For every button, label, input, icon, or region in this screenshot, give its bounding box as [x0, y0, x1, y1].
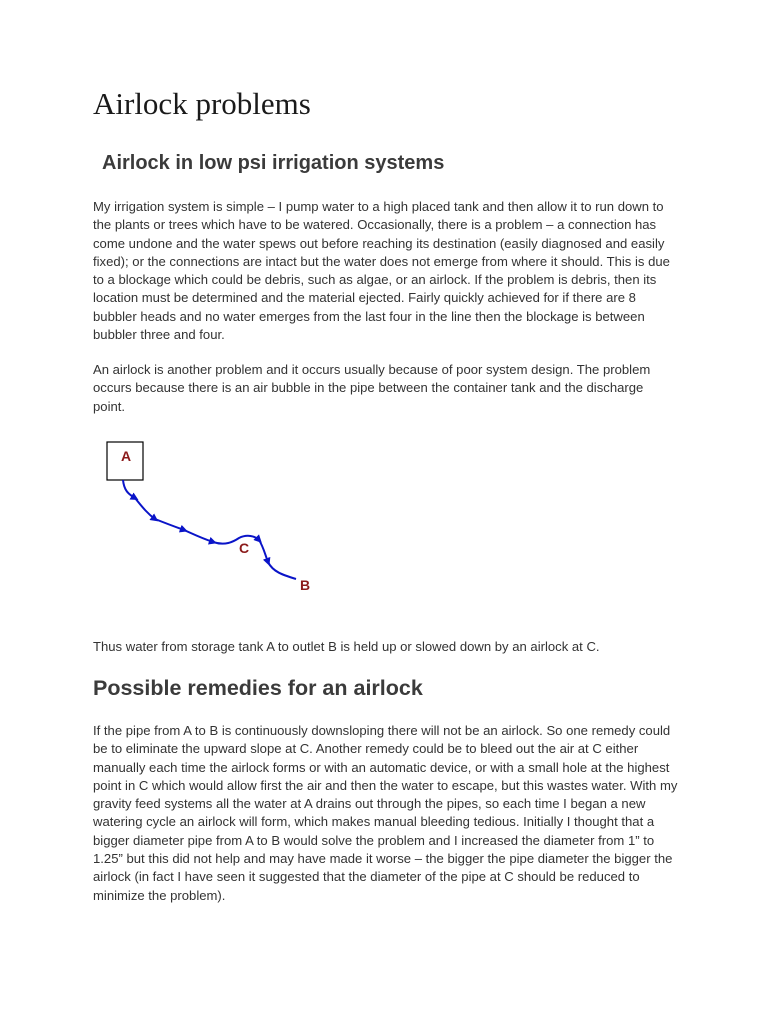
paragraph-remedies: If the pipe from A to B is continuously downsloping there will not be an airlock. So one remedy could be to eliminate the upward slope at C. Another remedy could be to bleed out the air at C either manually each time the airlock forms or with an automatic device, or with a small hole at the highest point in C which would allow first the air and then the water to escape, but this wastes water. With my gravity feed systems all the water at A drains out through the pipes, so each time I began a new watering cycle an airlock will form, which makes manual bleeding tedious. Initially I thought that a bigger diameter pipe from A to B would solve the problem and I increased the diameter from 1” to 1.25” but this did not help and may have made it worse – the bigger the pipe diameter the bigger the airlock (in fact I have seen it suggested that the diameter of the pipe at C should be reduced to minimize the problem). [93, 723, 678, 903]
airlock-diagram [93, 430, 333, 600]
pipe-segment-3 [155, 519, 184, 530]
section-subtitle: Airlock in low psi irrigation systems [102, 152, 445, 174]
label-a: A [121, 448, 132, 464]
diagram-caption: Thus water from storage tank A to outlet B is held up or slowed down by an airlock at C. [93, 639, 600, 654]
page-title: Airlock problems [93, 86, 311, 121]
section-heading-remedies: Possible remedies for an airlock [93, 676, 423, 700]
label-b: B [300, 577, 311, 593]
pipe-segment-airlock [213, 536, 259, 544]
pipe-segment-5 [259, 540, 268, 562]
paragraph-airlock-definition: An airlock is another problem and it occurs usually because of poor system design. The problem occurs because there is an air bubble in the pipe between the container tank and the discharge point. [93, 362, 651, 414]
pipe-segment-1 [123, 480, 135, 498]
pipe-segment-4 [184, 530, 213, 542]
label-c: C [239, 540, 250, 556]
paragraph-intro: My irrigation system is simple – I pump water to a high placed tank and then allow it to run down to the plants or trees which have to be watered. Occasionally, there is a problem – a connection has come undone and the water spews out before reaching its destination (easily diagnosed and easily fixed); or the connections are intact but the water does not emerge from where it should. This is due to a blockage which could be debris, such as algae, or an airlock. If the problem is debris, then its location must be determined and the material ejected. Fairly quickly achieved for if there are 8 bubbler heads and no water emerges from the last four in the line then the blockage is between bubbler three and four. [93, 199, 670, 343]
pipe-segment-2 [135, 498, 155, 519]
pipe-segment-6 [268, 562, 296, 579]
